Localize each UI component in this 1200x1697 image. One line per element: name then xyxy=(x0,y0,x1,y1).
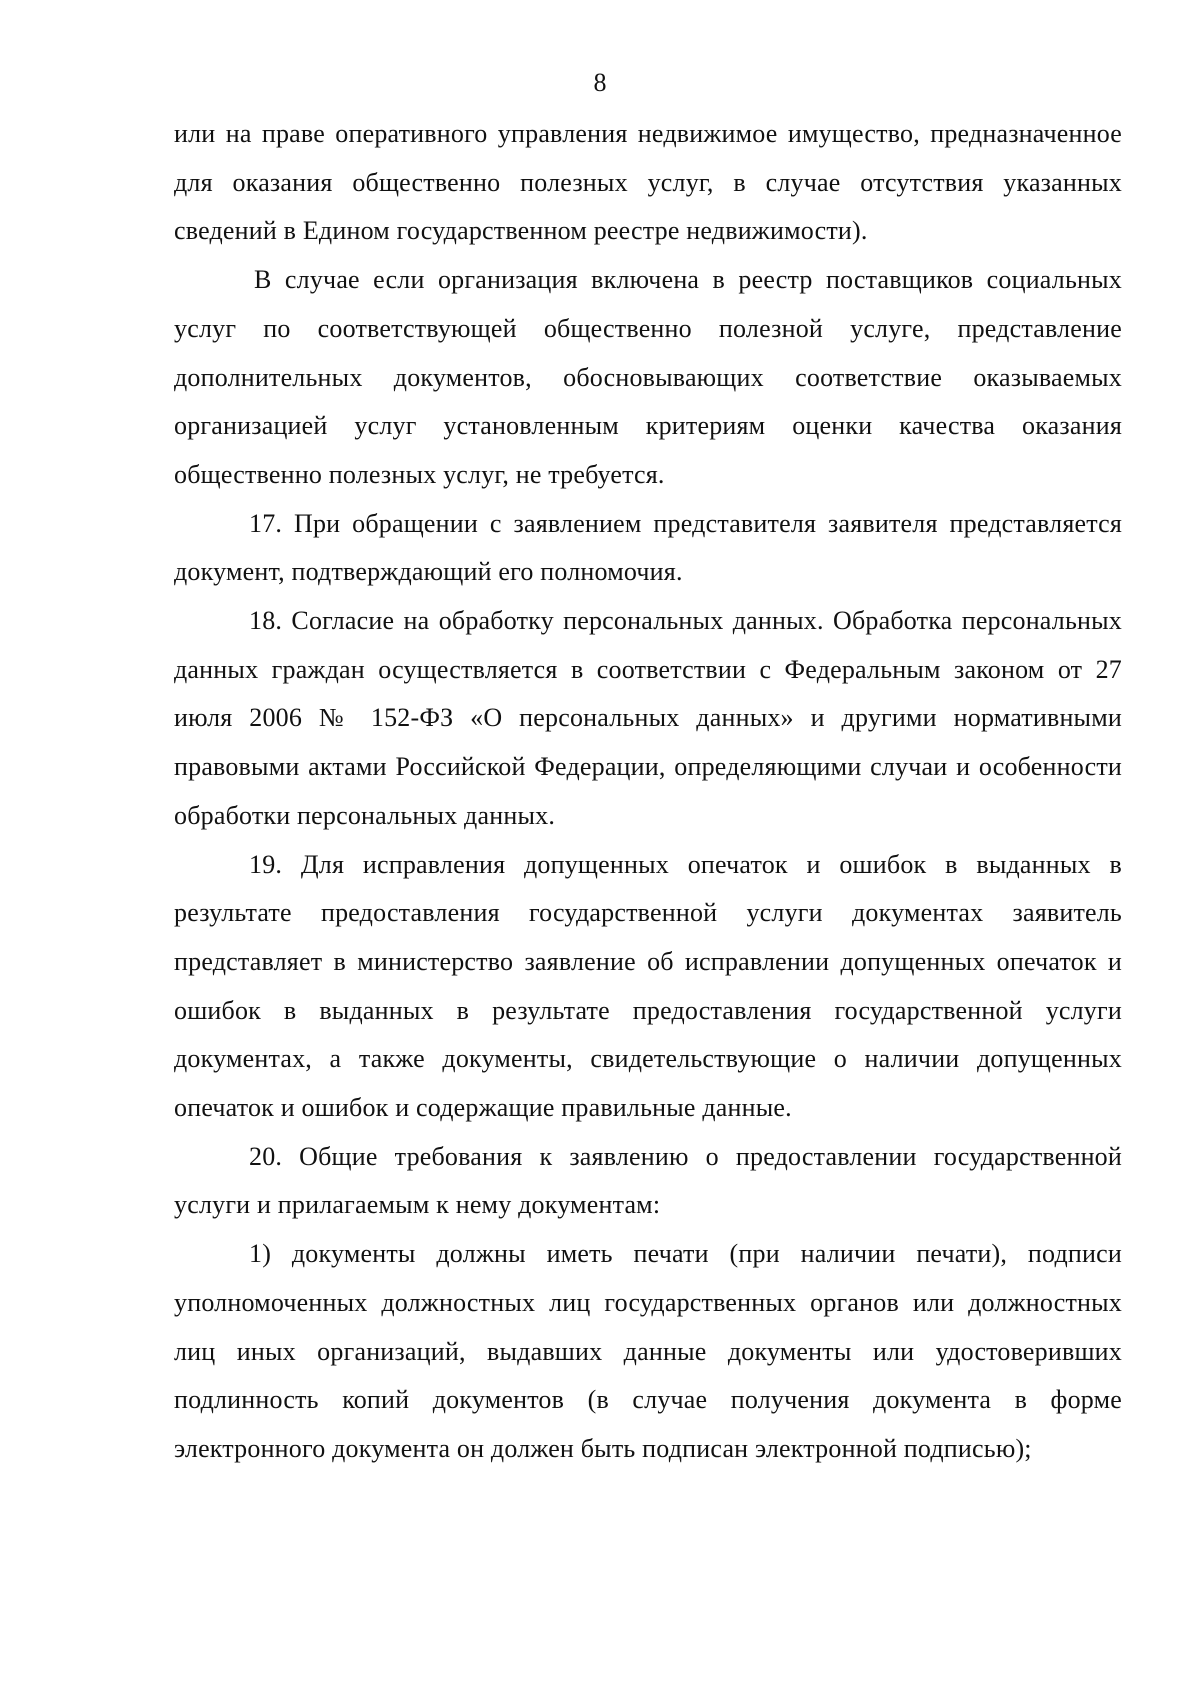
paragraph-requirement-1-seals-signatures: 1) документы должны иметь печати (при наличии печати), подписи уполномоченных должностных лиц государственных органов или должностных лиц иных организаций, выдавших данные документы или удостоверивших подлинность копий документов (в случае получения документа в форме электронного документа он должен быть подписан электронной подписью); xyxy=(174,1239,1122,1463)
paragraph-19-corrections: 19. Для исправления допущенных опечаток и ошибок в выданных в результате предоставления государственной услуги документах заявитель представляет в министерство заявление об исправлении допущенных опечаток и ошибок в выданных в результате предоставления государственной услуги документах, а также документы, свидетельствующие о наличии допущенных опечаток и ошибок и содержащие правильные данные. xyxy=(174,849,1122,1123)
paragraph-20-general-requirements: 20. Общие требования к заявлению о предоставлении государственной услуги и прилагаемым к нему документам: xyxy=(174,1141,1122,1220)
paragraph-registry-of-providers: В случае если организация включена в реестр поставщиков социальных услуг по соответствующей общественно полезной услуге, представление дополнительных документов, обосновывающих соответствие оказываемых организацией услуг установленным критериям оценки качества оказания общественно полезных услуг, не требуется. xyxy=(174,265,1122,489)
page-number: 8 xyxy=(593,68,607,97)
document-body xyxy=(174,110,1122,1474)
paragraph-18-personal-data-consent: 18. Согласие на обработку персональных данных. Обработка персональных данных граждан осуществляется в соответствии с Федеральным законом от 27 июля 2006 № 152-ФЗ «О персональных данных» и другими нормативными правовыми актами Российской Федерации, определяющими случаи и особенности обработки персональных данных. xyxy=(174,606,1122,830)
paragraph-17-representative: 17. При обращении с заявлением представителя заявителя представляется документ, подтверждающий его полномочия. xyxy=(174,508,1122,587)
paragraph-continuation: или на праве оперативного управления недвижимое имущество, предназначенное для оказания общественно полезных услуг, в случае отсутствия указанных сведений в Едином государственном реестре недвижимости). xyxy=(174,119,1122,246)
